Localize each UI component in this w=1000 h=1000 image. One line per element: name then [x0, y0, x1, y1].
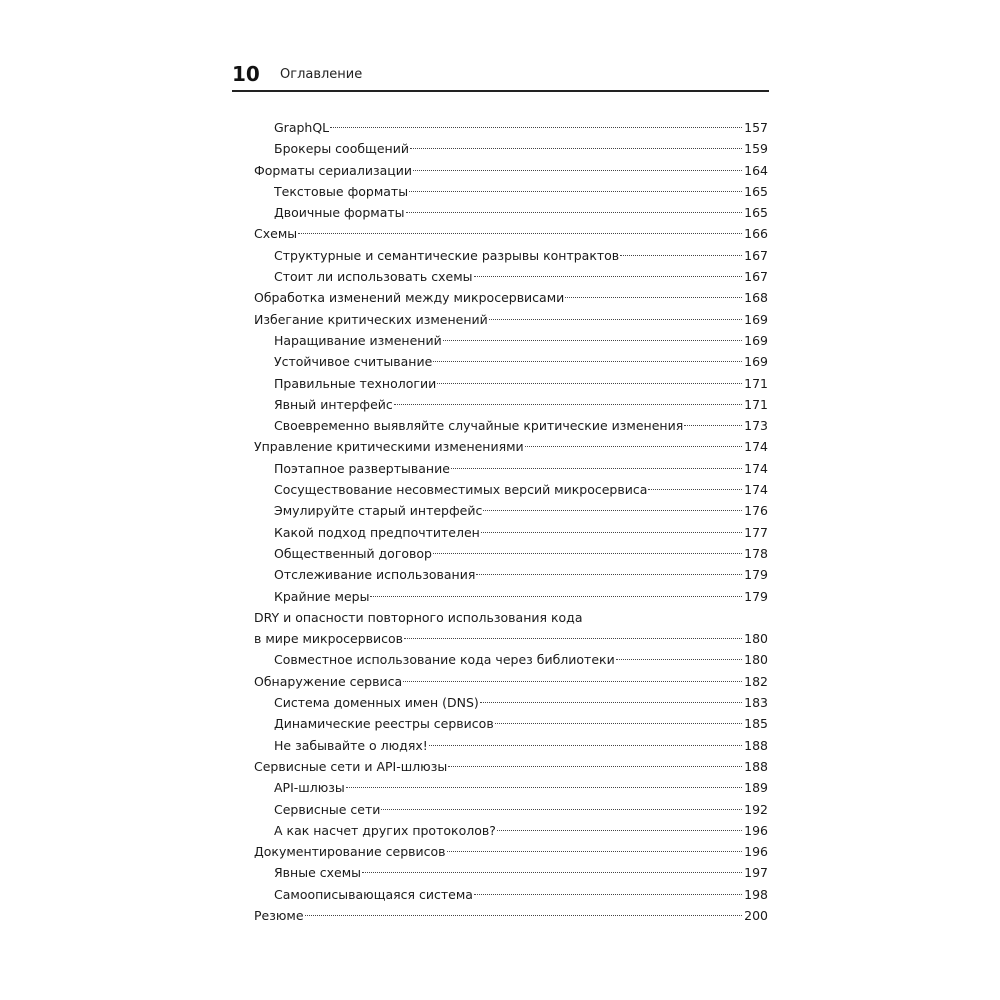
toc-entry-page: 174 — [744, 439, 768, 455]
dot-leader — [429, 745, 742, 746]
toc-entry-title: API-шлюзы — [274, 780, 345, 796]
toc-entry[interactable] — [254, 223, 768, 244]
dot-leader — [451, 468, 742, 469]
toc-entry-page: 165 — [744, 205, 768, 221]
toc-entry[interactable] — [254, 862, 768, 883]
toc-entry-title: Самоописывающаяся система — [274, 886, 473, 902]
dot-leader — [433, 553, 742, 554]
toc-entry-title: Форматы сериализации — [254, 162, 413, 178]
dot-leader — [495, 723, 742, 724]
toc-entry[interactable] — [254, 500, 768, 521]
dot-leader — [565, 297, 742, 298]
toc-entry-title: Какой подход предпочтителен — [274, 524, 480, 540]
toc-entry-page: 169 — [744, 354, 768, 370]
dot-leader — [474, 276, 743, 277]
toc-entry[interactable] — [254, 309, 768, 330]
toc-entry[interactable] — [254, 543, 768, 564]
dot-leader — [447, 851, 743, 852]
toc-entry-page: 167 — [744, 247, 768, 263]
toc-entry-title: DRY и опасности повторного использования кода — [254, 609, 583, 625]
toc-entry-title: Сервисные сети — [274, 801, 381, 817]
toc-entry-title: Отслеживание использования — [274, 567, 476, 583]
toc-entry-page: 168 — [744, 290, 768, 306]
toc-entry-page: 167 — [744, 269, 768, 285]
toc-entry[interactable] — [254, 692, 768, 713]
toc-entry[interactable] — [254, 735, 768, 756]
toc-entry[interactable] — [254, 330, 768, 351]
toc-entry-title: Не забывайте о людях! — [274, 737, 428, 753]
toc-entry-page: 196 — [744, 822, 768, 838]
dot-leader — [684, 425, 742, 426]
toc-entry-title: Явные схемы — [274, 865, 362, 881]
toc-entry-page: 177 — [744, 524, 768, 540]
toc-entry-title: Совместное использование кода через библиотеки — [274, 652, 615, 668]
toc-entry[interactable] — [254, 160, 768, 181]
toc-entry-page: 178 — [744, 545, 768, 561]
toc-entry[interactable] — [254, 458, 768, 479]
toc-entry-title: Брокеры сообщений — [274, 141, 409, 157]
dot-leader — [413, 170, 742, 171]
toc-entry[interactable] — [254, 905, 768, 926]
toc-entry-page: 169 — [744, 311, 768, 327]
toc-entry[interactable] — [254, 181, 768, 202]
dot-leader — [362, 872, 742, 873]
toc-entry-page: 189 — [744, 780, 768, 796]
toc-entry-page: 182 — [744, 673, 768, 689]
toc-entry-title-continued: в мире микросервисов — [254, 631, 404, 647]
toc-entry-page: 176 — [744, 503, 768, 519]
toc-entry-page: 157 — [744, 120, 768, 135]
dot-leader — [409, 191, 742, 192]
toc-entry[interactable] — [254, 649, 768, 670]
dot-leader — [480, 702, 742, 703]
toc-entry-page: 173 — [744, 418, 768, 434]
dot-leader — [616, 659, 742, 660]
toc-entry-title: Сервисные сети и API-шлюзы — [254, 758, 448, 774]
toc-entry-title: Избегание критических изменений — [254, 311, 488, 327]
toc-entry[interactable] — [254, 394, 768, 415]
dot-leader — [370, 596, 742, 597]
dot-leader — [525, 446, 742, 447]
toc-entry[interactable] — [254, 820, 768, 841]
toc-entry-title: Наращивание изменений — [274, 332, 442, 348]
dot-leader — [403, 681, 742, 682]
page-number: 10 — [232, 62, 260, 86]
dot-leader — [448, 766, 742, 767]
dot-leader — [381, 809, 742, 810]
toc-entry-page: 171 — [744, 375, 768, 391]
toc-entry-title: Крайние меры — [274, 588, 370, 604]
toc-entry-page: 165 — [744, 183, 768, 199]
toc-entry[interactable] — [254, 117, 768, 138]
dot-leader — [489, 319, 742, 320]
toc-entry[interactable] — [254, 479, 768, 500]
toc-entry-title: GraphQL — [274, 120, 330, 135]
toc-entry-page: 180 — [744, 652, 768, 668]
dot-leader — [476, 574, 742, 575]
toc-entry-title: Управление критическими изменениями — [254, 439, 524, 455]
toc-entry[interactable] — [254, 436, 768, 457]
toc-entry-title: А как насчет других протоколов? — [274, 822, 496, 838]
toc-entry-title: Сосуществование несовместимых версий микросервиса — [274, 482, 648, 498]
dot-leader — [481, 532, 742, 533]
toc-entry[interactable] — [254, 202, 768, 223]
toc-entry[interactable] — [254, 564, 768, 585]
toc-entry-page: 159 — [744, 141, 768, 157]
toc-entry-title: Поэтапное развертывание — [274, 460, 450, 476]
toc-entry-page: 164 — [744, 162, 768, 178]
toc-entry-title: Документирование сервисов — [254, 844, 446, 860]
dot-leader — [404, 638, 742, 639]
dot-leader — [406, 212, 743, 213]
toc-entry[interactable] — [254, 373, 768, 394]
dot-leader — [443, 340, 742, 341]
toc-entry-title: Общественный договор — [274, 545, 432, 561]
toc-entry-page: 200 — [744, 907, 768, 923]
toc-entry-page: 198 — [744, 886, 768, 902]
toc-entry-page: 180 — [744, 631, 768, 647]
toc-entry[interactable] — [254, 607, 768, 650]
toc-entry[interactable] — [254, 522, 768, 543]
toc-entry-title: Эмулируйте старый интерфейс — [274, 503, 483, 519]
dot-leader — [330, 127, 742, 128]
toc-entry-page: 197 — [744, 865, 768, 881]
toc-entry-page: 188 — [744, 758, 768, 774]
toc-entry-page: 196 — [744, 844, 768, 860]
dot-leader — [433, 361, 742, 362]
toc-entry-page: 179 — [744, 567, 768, 583]
toc-entry-page: 174 — [744, 482, 768, 498]
toc-entry[interactable] — [254, 799, 768, 820]
toc-entry-title: Своевременно выявляйте случайные критические изменения — [274, 418, 684, 434]
dot-leader — [305, 915, 743, 916]
dot-leader — [394, 404, 742, 405]
toc-entry-page: 179 — [744, 588, 768, 604]
toc-entry-page: 192 — [744, 801, 768, 817]
toc-entry[interactable] — [254, 415, 768, 436]
dot-leader — [346, 787, 742, 788]
toc-entry-page: 188 — [744, 737, 768, 753]
dot-leader — [497, 830, 742, 831]
toc-entry[interactable] — [254, 777, 768, 798]
toc-entry[interactable] — [254, 351, 768, 372]
toc-entry-title: Текстовые форматы — [274, 183, 409, 199]
toc-entry[interactable] — [254, 884, 768, 905]
toc-entry-page: 174 — [744, 460, 768, 476]
toc-entry-title: Схемы — [254, 226, 298, 242]
toc-entry-title: Резюме — [254, 907, 304, 923]
toc-entry[interactable] — [254, 713, 768, 734]
dot-leader — [474, 894, 742, 895]
toc-entry-page: 171 — [744, 396, 768, 412]
toc-entry-title: Правильные технологии — [274, 375, 437, 391]
toc-entry[interactable] — [254, 841, 768, 862]
dot-leader — [410, 148, 742, 149]
toc-entry-title: Двоичные форматы — [274, 205, 405, 221]
toc-entry-title: Система доменных имен (DNS) — [274, 695, 479, 711]
toc-entry-title: Обработка изменений между микросервисами — [254, 290, 565, 306]
toc-entry-title: Устойчивое считывание — [274, 354, 433, 370]
toc-entry-title: Явный интерфейс — [274, 396, 393, 412]
running-header-title: Оглавление — [280, 67, 363, 82]
toc-entry-title: Динамические реестры сервисов — [274, 716, 494, 732]
toc-entry[interactable] — [254, 266, 768, 287]
dot-leader — [648, 489, 742, 490]
table-of-contents — [254, 117, 768, 926]
toc-entry[interactable] — [254, 586, 768, 607]
toc-entry-title: Стоит ли использовать схемы — [274, 269, 473, 285]
dot-leader — [298, 233, 742, 234]
toc-entry-page: 185 — [744, 716, 768, 732]
running-header — [232, 62, 769, 92]
dot-leader — [620, 255, 742, 256]
toc-entry-title: Структурные и семантические разрывы контрактов — [274, 247, 620, 263]
toc-entry[interactable] — [254, 671, 768, 692]
toc-entry-page: 183 — [744, 695, 768, 711]
toc-entry[interactable] — [254, 245, 768, 266]
toc-entry-page: 166 — [744, 226, 768, 242]
toc-entry[interactable] — [254, 287, 768, 308]
dot-leader — [483, 510, 742, 511]
dot-leader — [437, 383, 742, 384]
toc-entry-title: Обнаружение сервиса — [254, 673, 403, 689]
toc-entry-page: 169 — [744, 332, 768, 348]
toc-entry[interactable] — [254, 138, 768, 159]
toc-entry[interactable] — [254, 756, 768, 777]
